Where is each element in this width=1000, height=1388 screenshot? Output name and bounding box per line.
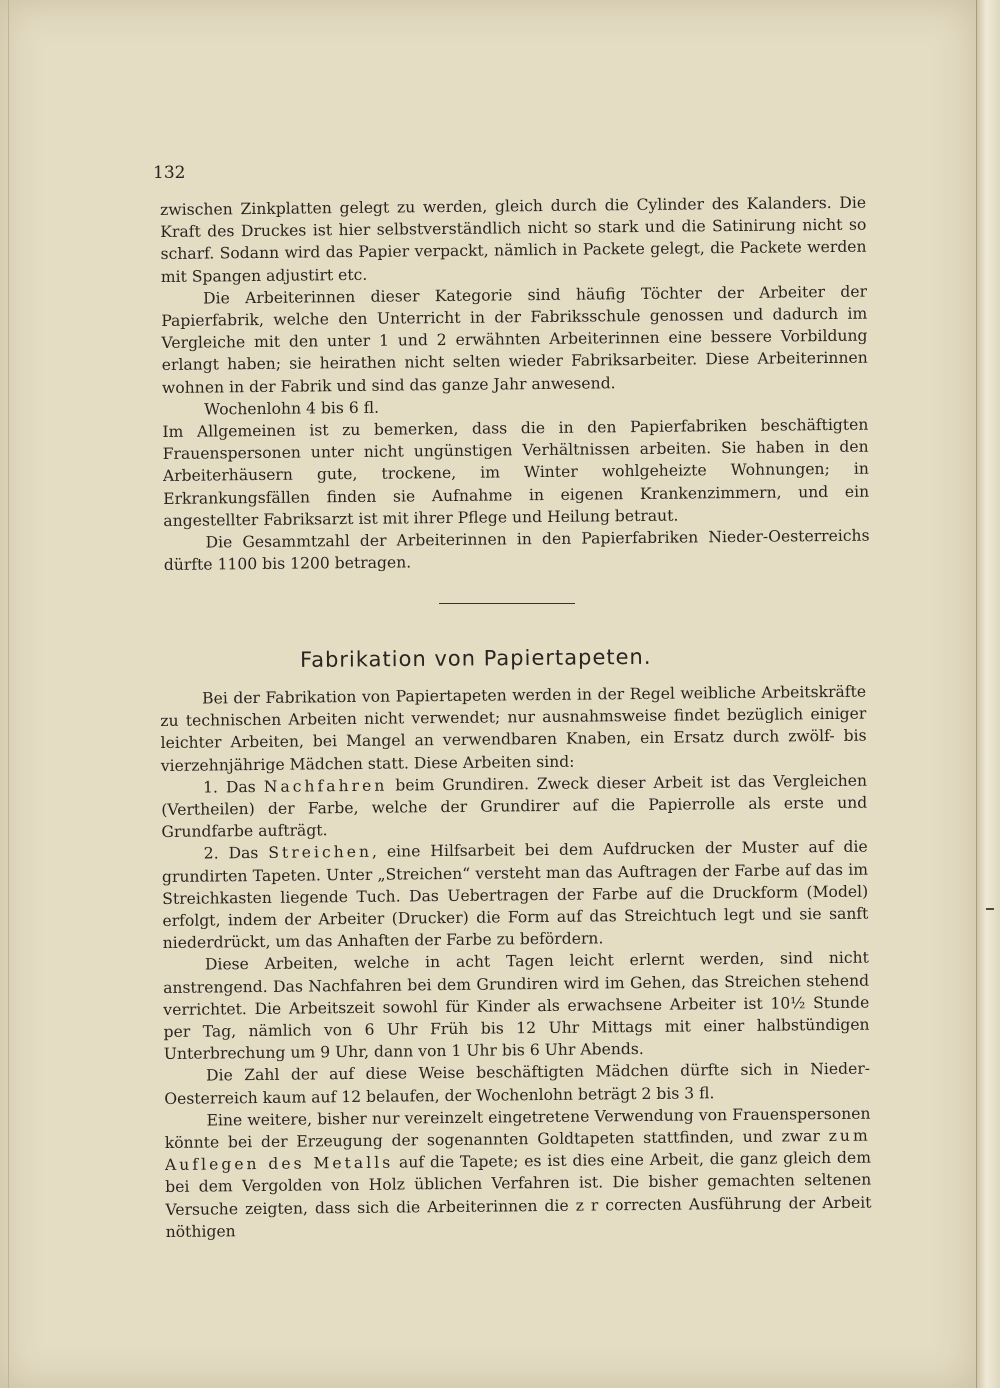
section-title: Fabrikation von Papiertapeten. <box>299 644 652 672</box>
emphasized-term: Nachfahren <box>263 776 388 796</box>
text-run: Eine weitere, bisher nur vereinzelt eingetretene Verwendung von Frauenspersonen könnte bei der Erzeugung der sogenannten Goldtapeten stattfinden, und zwar <box>164 1104 871 1153</box>
paragraph: zwischen Zinkplatten gelegt zu werden, gleich durch die Cylinder des Kalanders. Die Kraft des Druckes ist hier selbstverständlich nicht so stark und die Satinirung nicht so scharf. Sodann wird das Papier verpackt, nämlich in Packete gelegt, die Packete werden mit Spangen adjustirt etc. <box>160 193 867 286</box>
edge-mark <box>986 908 994 910</box>
paragraph: Diese Arbeiten, welche in acht Tagen leicht erlernt werden, sind nicht anstrengend. Das Nachfahren bei dem Grundiren wird im Gehen, das Streichen stehend verrichtet. Die Arbeitszeit sowohl für Kinder als erwachsene Arbeiter ist 10½ Stunde per Tag, nämlich von 6 Uhr Früh bis 12 Uhr Mittags mit einer halbstündigen Unterbrechung um 9 Uhr, dann von 1 Uhr bis 6 Uhr Abends. <box>163 949 870 1064</box>
paragraph: Die Gesammtzahl der Arbeiterinnen in den Papierfabriken Nieder-Oesterreichs dürfte 1100 bis 1200 betragen. <box>163 526 870 575</box>
emphasized-term: zum Auflegen des Metalls <box>164 1126 871 1175</box>
paragraph: Wochenlohn 4 bis 6 fl. <box>204 398 380 419</box>
binding-shadow <box>8 0 9 1388</box>
text-run: 1. Das <box>202 777 256 797</box>
text-run: beim Grundiren. Zweck dieser Arbeit ist das Vergleichen (Vertheilen) der Farbe, welche der Grundirer auf die Papierrolle als erste und Grundfarbe aufträgt. <box>161 771 868 842</box>
page-number: 132 <box>153 163 186 183</box>
next-page-edge <box>976 0 1000 1388</box>
paragraph <box>162 836 869 954</box>
paragraph: Im Allgemeinen ist zu bemerken, dass die in den Papierfabriken beschäftigten Frauenspersonen unter nicht ungünstigen Verhältnissen arbeiten. Sie haben in den Arbeiterhäusern gute, trockene, im Winter wohlgeheizte Wohnungen; in Erkrankungsfällen finden sie Aufnahme in eigenen Krankenzimmern, und ein angestellter Fabriksarzt ist mit ihrer Pflege und Heilung betraut. <box>162 415 870 530</box>
text-block-lower <box>160 681 872 1243</box>
text-run: auf die Tapete; es ist dies eine Arbeit, die ganz gleich dem bei dem Vergolden von Holz üblichen Verfahren ist. Die bisher gemachten seltenen Versuche zeigten, dass sich die Arbeiterinnen die z r correcten Ausführung der Arbeit nöthigen <box>165 1148 872 1241</box>
paragraph: Die Arbeiterinnen dieser Kategorie sind häufig Töchter der Arbeiter der Papierfabrik, welche den Unterricht in der Fabriksschule genossen und dadurch im Vergleiche mit den unter 1 und 2 erwähnten Arbeiterinnen eine bessere Vorbildung erlangt haben; sie heirathen nicht selten wieder Fabriksarbeiter. Diese Arbeiterinnen wohnen in der Fabrik und sind das ganze Jahr anwesend. <box>161 282 868 397</box>
paragraph: Bei der Fabrikation von Papiertapeten werden in der Regel weibliche Arbeitskräfte zu technischen Arbeiten nicht verwendet; nur ausnahmsweise findet bezüglich einiger leichter Arbeiten, bei Mangel an verwendbaren Knaben, ein Ersatz durch zwölf- bis vierzehnjährige Mädchen statt. Diese Arbeiten sind: <box>160 682 867 775</box>
text-block-upper <box>160 192 870 577</box>
text-run: 2. Das <box>203 844 259 863</box>
text-run: , eine Hilfsarbeit bei dem Aufdrucken der Muster auf die grundirten Tapeten. Unter „Streichen“ versteht man das Auftragen der Farbe auf das im Streichkasten liegende Tuch. Das Uebertragen der Farbe auf die Druckform (Model) erfolgt, indem der Arbeiter (Drucker) die Form auf das Streichtuch legt und sie sanft niederdrückt, um das Anhaften der Farbe zu befördern. <box>161 838 869 953</box>
section-divider <box>439 603 575 604</box>
paragraph <box>161 769 868 843</box>
emphasized-term: Streichen <box>268 843 373 863</box>
paragraph <box>164 1102 871 1243</box>
paragraph: Die Zahl der auf diese Weise beschäftigten Mädchen dürfte sich in Nieder-Oesterreich kaum auf 12 belaufen, der Wochenlohn beträgt 2 bis 3 fl. <box>164 1060 871 1108</box>
